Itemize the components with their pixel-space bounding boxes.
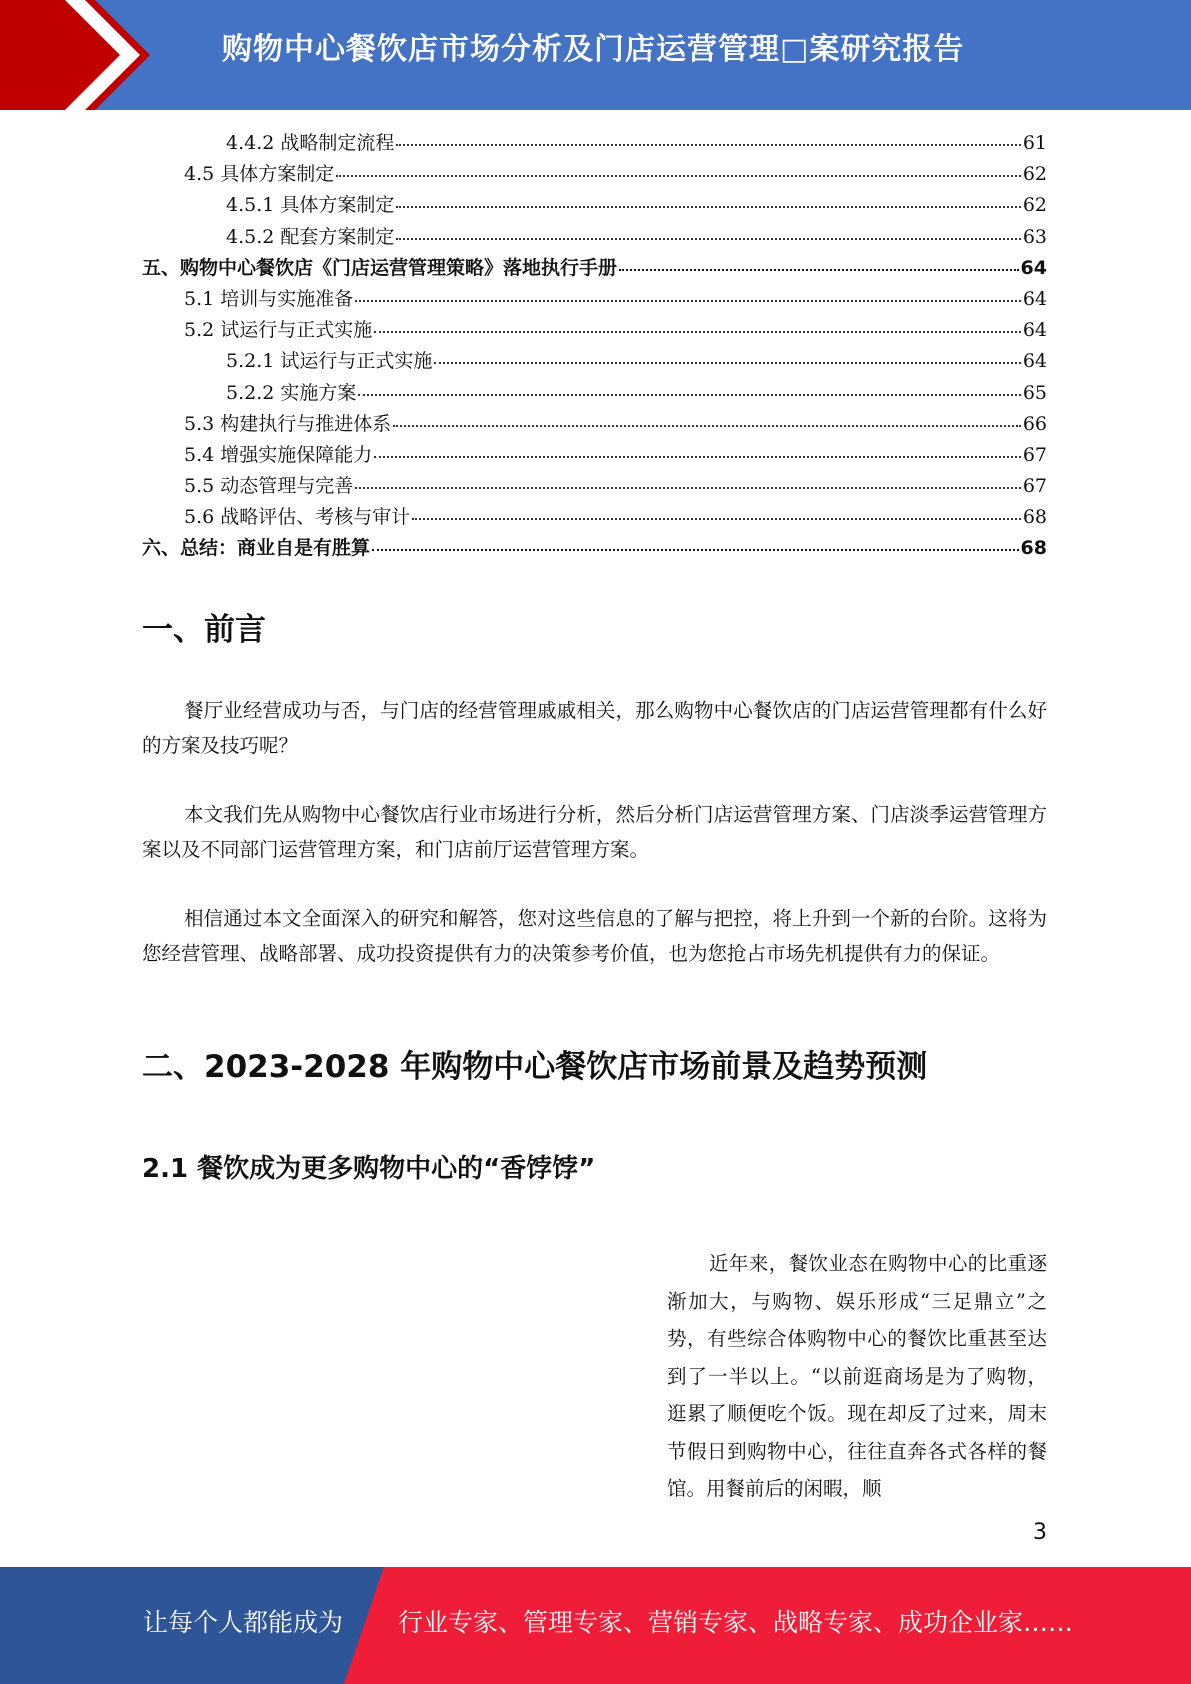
toc-entry-title: 4.4.2 战略制定流程 xyxy=(226,132,395,154)
toc-entry[interactable] xyxy=(142,222,1047,253)
toc-entry-title: 5.6 战略评估、考核与审计 xyxy=(184,506,411,529)
toc-entry-page: 67 xyxy=(1022,475,1047,498)
footer-slogan-left: 让每个人都能成为 xyxy=(143,1608,344,1637)
toc-dot-leader xyxy=(372,548,1019,551)
toc-entry-title: 5.4 增强实施保障能力 xyxy=(184,443,373,466)
toc-entry-title: 5.2.2 实施方案 xyxy=(226,381,357,404)
toc-entry-page: 63 xyxy=(1022,225,1047,248)
preface-heading: 一、前言 xyxy=(142,612,266,648)
toc-entry-title: 5.2.1 试运行与正式实施 xyxy=(226,350,433,373)
toc-entry[interactable] xyxy=(142,471,1047,502)
toc-entry[interactable] xyxy=(142,284,1047,315)
toc-dot-leader xyxy=(336,174,1021,177)
toc-entry[interactable] xyxy=(142,533,1047,564)
toc-entry-title: 4.5.1 具体方案制定 xyxy=(226,194,395,217)
toc-entry-page: 62 xyxy=(1022,163,1047,186)
toc-entry-title: 五、购物中心餐饮店《门店运营管理策略》落地执行手册 xyxy=(142,256,618,279)
preface-paragraph-2: 本文我们先从购物中心餐饮店行业市场进行分析，然后分析门店运营管理方案、门店淡季运营管理方案以及不同部门运营管理方案，和门店前厅运营管理方案。 xyxy=(142,803,1047,861)
toc-entry-title: 5.2 试运行与正式实施 xyxy=(184,319,373,342)
toc-entry-title: 5.5 动态管理与完善 xyxy=(184,475,354,498)
toc-entry[interactable] xyxy=(142,190,1047,221)
page-footer xyxy=(0,1567,1191,1684)
toc-dot-leader xyxy=(396,205,1020,208)
toc-entry-page: 62 xyxy=(1022,194,1047,217)
table-of-contents xyxy=(142,128,1047,565)
toc-entry[interactable] xyxy=(142,378,1047,409)
toc-entry-title: 六、总结：商业自是有胜算 xyxy=(142,537,371,560)
toc-entry[interactable] xyxy=(142,253,1047,284)
toc-entry-title: 4.5 具体方案制定 xyxy=(184,163,335,186)
footer-slogan-right: 行业专家、管理专家、营销专家、战略专家、成功企业家…… xyxy=(398,1608,1074,1637)
toc-entry-title: 5.3 构建执行与推进体系 xyxy=(184,412,392,435)
report-title: 购物中心餐饮店市场分析及门店运营管理□案研究报告 xyxy=(222,32,965,67)
toc-entry-page: 64 xyxy=(1022,319,1047,342)
toc-dot-leader xyxy=(358,393,1020,396)
toc-entry-page: 61 xyxy=(1022,132,1047,154)
toc-entry[interactable] xyxy=(142,159,1047,190)
page-number: 3 xyxy=(1033,1520,1047,1545)
toc-dot-leader xyxy=(396,143,1020,146)
toc-dot-leader xyxy=(412,517,1021,520)
red-arrow-decoration xyxy=(0,0,150,110)
page-header xyxy=(0,0,1191,110)
toc-entry-page: 67 xyxy=(1022,443,1047,466)
toc-dot-leader xyxy=(619,268,1019,271)
preface-paragraph-3: 相信通过本文全面深入的研究和解答，您对这些信息的了解与把控，将上升到一个新的台阶。这将为您经营管理、战略部署、成功投资提供有力的决策参考价值，也为您抢占市场先机提供有力的保证。 xyxy=(142,907,1047,965)
toc-entry-page: 64 xyxy=(1022,350,1047,373)
toc-entry-title: 5.1 培训与实施准备 xyxy=(184,287,354,310)
toc-entry[interactable] xyxy=(142,346,1047,377)
toc-entry-page: 65 xyxy=(1022,381,1047,404)
chapter2-heading: 二、2023-2028 年购物中心餐饮店市场前景及趋势预测 xyxy=(142,1049,928,1085)
toc-entry[interactable] xyxy=(142,128,1047,159)
toc-entry-page: 68 xyxy=(1022,506,1047,529)
toc-entry-title: 4.5.2 配套方案制定 xyxy=(226,225,395,248)
toc-dot-leader xyxy=(355,486,1021,489)
toc-dot-leader xyxy=(374,455,1021,458)
toc-entry[interactable] xyxy=(142,502,1047,533)
toc-entry[interactable] xyxy=(142,440,1047,471)
toc-dot-leader xyxy=(434,361,1020,364)
toc-dot-leader xyxy=(396,237,1020,240)
toc-entry-page: 68 xyxy=(1020,537,1047,560)
section-2-1-heading: 2.1 餐饮成为更多购物中心的“香饽饽” xyxy=(142,1154,596,1184)
toc-dot-leader xyxy=(355,299,1021,302)
toc-entry-page: 66 xyxy=(1022,412,1047,435)
toc-entry-page: 64 xyxy=(1020,256,1047,279)
toc-entry[interactable] xyxy=(142,409,1047,440)
toc-entry-page: 64 xyxy=(1022,287,1047,310)
preface-paragraph-1: 餐厅业经营成功与否，与门店的经营管理戚戚相关，那么购物中心餐饮店的门店运营管理都有什么好的方案及技巧呢？ xyxy=(142,699,1047,757)
toc-dot-leader xyxy=(393,424,1021,427)
section-2-1-text: 近年来，餐饮业态在购物中心的比重逐渐加大，与购物、娱乐形成“三足鼎立”之势，有些综合体购物中心的餐饮比重甚至达到了一半以上。“以前逛商场是为了购物，逛累了顺便吃个饭。现在却反了过来，周末节假日到购物中心，往往直奔各式各样的餐馆。用餐前后的闲暇，顺 xyxy=(667,1252,1047,1500)
toc-entry[interactable] xyxy=(142,315,1047,346)
toc-dot-leader xyxy=(374,330,1021,333)
